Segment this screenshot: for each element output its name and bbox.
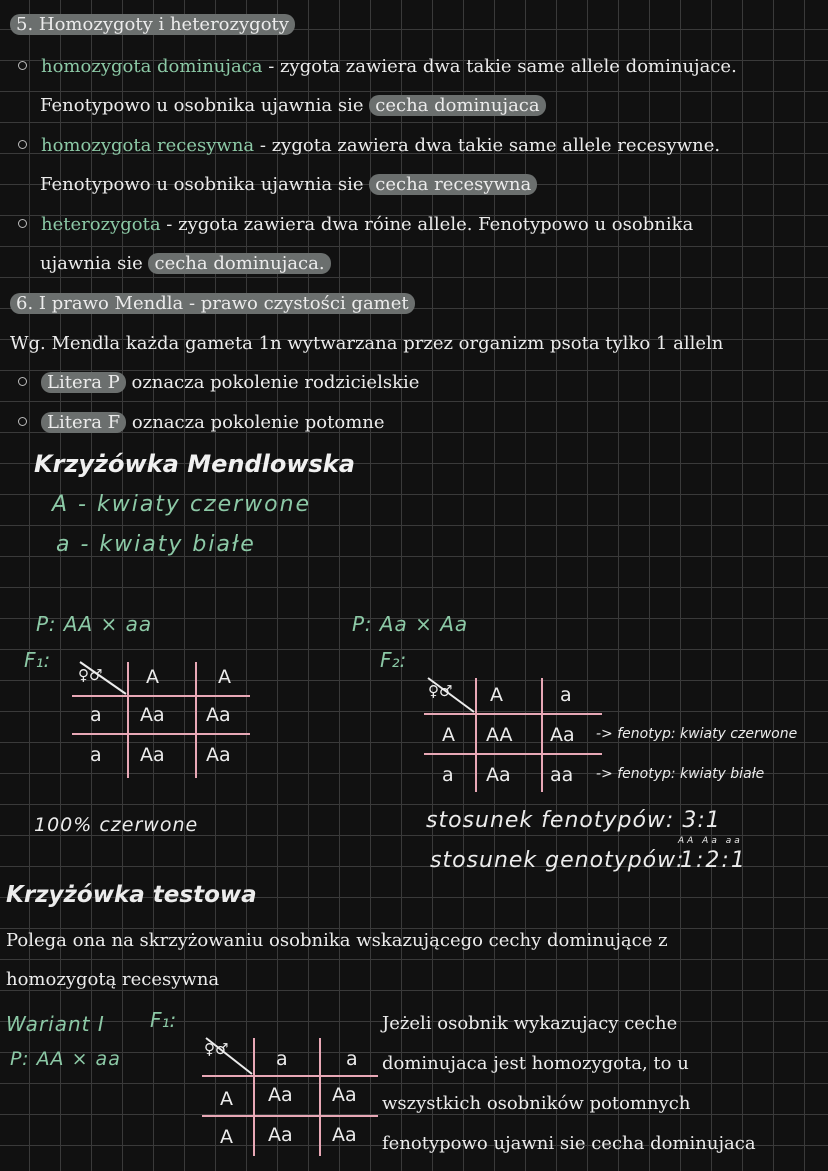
gamete-header: A bbox=[220, 1126, 233, 1148]
list-item: homozygota recesywna - zygota zawiera dwa takie same allele recesywne. bbox=[18, 135, 720, 156]
testcross-generation: F₁: bbox=[150, 1008, 177, 1032]
punnett-square-3 bbox=[202, 1036, 380, 1158]
punnett-cell: aa bbox=[550, 764, 574, 786]
cross1-result: 100% czerwone bbox=[34, 814, 199, 836]
gamete-header: a bbox=[90, 744, 102, 766]
phenotype-note: -> fenotyp: kwiaty białe bbox=[596, 766, 765, 782]
list-item: heterozygota - zygota zawiera dwa róine allele. Fenotypowo u osobnika bbox=[18, 214, 693, 235]
gamete-header: a bbox=[346, 1048, 358, 1070]
legend-line: A - kwiaty czerwone bbox=[52, 492, 312, 517]
cross1-parents: P: AA × aa bbox=[36, 612, 153, 636]
cross2-generation: F₂: bbox=[380, 648, 407, 672]
testcross-note: fenotypowo ujawni sie cecha dominujaca bbox=[382, 1133, 756, 1154]
mendel-heading: Krzyżówka Mendlowska bbox=[34, 450, 355, 478]
gamete-header: A bbox=[442, 724, 455, 746]
female-male-symbol-icon: ♀♂ bbox=[428, 682, 453, 700]
gamete-header: a bbox=[442, 764, 454, 786]
list-item: Litera F oznacza pokolenie potomne bbox=[18, 412, 385, 433]
section-6-intro: Wg. Mendla każda gameta 1n wytwarzana przez organizm psota tylko 1 alleln bbox=[10, 333, 724, 354]
punnett-square-2 bbox=[424, 676, 604, 794]
punnett-cell: Aa bbox=[332, 1124, 357, 1146]
list-item-cont: ujawnia sie cecha dominujaca. bbox=[40, 253, 331, 274]
punnett-square-1 bbox=[72, 660, 252, 780]
bullet-icon bbox=[18, 61, 27, 70]
gamete-header: a bbox=[560, 684, 572, 706]
bullet-icon bbox=[18, 219, 27, 228]
punnett-cell: Aa bbox=[550, 724, 575, 746]
gamete-header: a bbox=[276, 1048, 288, 1070]
ratio-phenotype: stosunek fenotypów: 3:1 bbox=[426, 808, 721, 833]
testcross-parents: P: AA × aa bbox=[10, 1048, 121, 1070]
gamete-header: a bbox=[90, 704, 102, 726]
phenotype-note: -> fenotyp: kwiaty czerwone bbox=[596, 726, 798, 742]
punnett-cell: AA bbox=[486, 724, 513, 746]
punnett-cell: Aa bbox=[486, 764, 511, 786]
testcross-heading: Krzyżówka testowa bbox=[6, 882, 257, 908]
punnett-cell: Aa bbox=[140, 744, 165, 766]
punnett-cell: Aa bbox=[268, 1084, 293, 1106]
testcross-note: dominujaca jest homozygota, to u bbox=[382, 1053, 689, 1074]
ratio-genotype-keys: AA Aa aa bbox=[678, 836, 743, 846]
cross1-generation: F₁: bbox=[24, 648, 51, 672]
gamete-header: A bbox=[490, 684, 503, 706]
female-male-symbol-icon: ♀♂ bbox=[78, 666, 103, 684]
punnett-cell: Aa bbox=[332, 1084, 357, 1106]
gamete-header: A bbox=[146, 666, 159, 688]
cross2-parents: P: Aa × Aa bbox=[352, 612, 469, 636]
section-5-title: 5. Homozygoty i heterozygoty bbox=[10, 14, 295, 35]
legend-line: a - kwiaty białe bbox=[56, 532, 256, 557]
list-item: homozygota dominujaca - zygota zawiera dwa takie same allele dominujace. bbox=[18, 56, 737, 77]
testcross-note: Jeżeli osobnik wykazujacy ceche bbox=[382, 1013, 678, 1034]
ratio-genotype-label: stosunek genotypów: bbox=[430, 848, 685, 873]
bullet-icon bbox=[18, 140, 27, 149]
punnett-cell: Aa bbox=[268, 1124, 293, 1146]
list-item-cont: Fenotypowo u osobnika ujawnia sie cecha dominujaca bbox=[40, 95, 546, 116]
ratio-genotype-value: 1:2:1 bbox=[680, 848, 747, 873]
punnett-cell: Aa bbox=[140, 704, 165, 726]
section-6-title: 6. I prawo Mendla - prawo czystości gamet bbox=[10, 293, 415, 314]
bullet-icon bbox=[18, 417, 27, 426]
bullet-icon bbox=[18, 377, 27, 386]
list-item-cont: Fenotypowo u osobnika ujawnia sie cecha recesywna bbox=[40, 174, 537, 195]
gamete-header: A bbox=[220, 1088, 233, 1110]
testcross-note: wszystkich osobników potomnych bbox=[382, 1093, 691, 1114]
variant-label: Wariant I bbox=[6, 1012, 105, 1036]
testcross-desc: Polega ona na skrzyżowaniu osobnika wskazującego cechy dominujące z bbox=[6, 930, 668, 951]
testcross-desc: homozygotą recesywna bbox=[6, 969, 220, 990]
list-item: Litera P oznacza pokolenie rodzicielskie bbox=[18, 372, 419, 393]
punnett-cell: Aa bbox=[206, 744, 231, 766]
punnett-cell: Aa bbox=[206, 704, 231, 726]
gamete-header: A bbox=[218, 666, 231, 688]
female-male-symbol-icon: ♀♂ bbox=[204, 1040, 229, 1058]
